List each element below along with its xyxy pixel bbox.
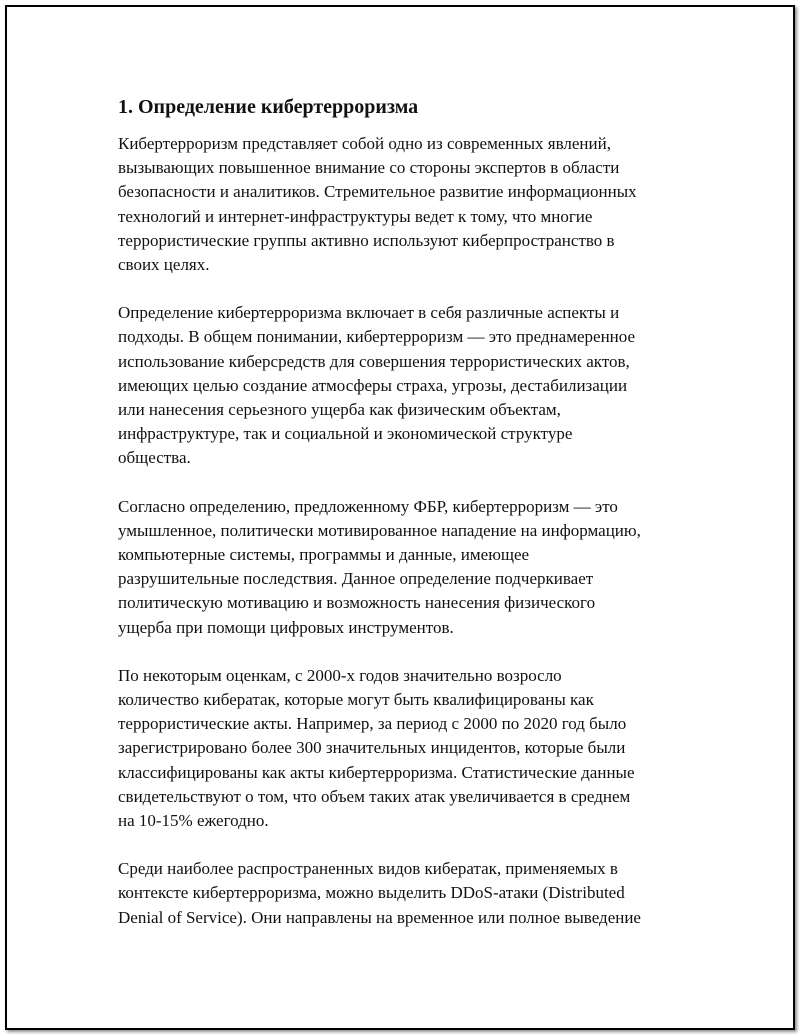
text-line: террористические группы активно используют киберпространство в (118, 230, 615, 250)
section-heading: 1. Определение кибертерроризма (118, 96, 419, 118)
text-line: подходы. В общем понимании, кибертерроризм — это преднамеренное (118, 327, 636, 347)
text-line: По некоторым оценкам, с 2000-х годов значительно возросло (118, 665, 562, 685)
text-line: общества. (118, 448, 191, 468)
text-line: или нанесения серьезного ущерба как физическим объектам, (118, 400, 561, 420)
text-line: технологий и интернет-инфраструктуры ведет к тому, что многие (118, 206, 593, 226)
paragraph-2 (118, 301, 698, 470)
paragraph-5 (118, 857, 698, 930)
text-line: вызывающих повышенное внимание со стороны экспертов в области (118, 158, 620, 178)
text-line: ущерба при помощи цифровых инструментов. (118, 617, 454, 637)
paragraph-3 (118, 495, 698, 640)
text-line: Среди наиболее распространенных видов кибератак, применяемых в (118, 859, 618, 879)
text-line: политическую мотивацию и возможность нанесения физического (118, 593, 596, 613)
text-line: террористические акты. Например, за период с 2000 по 2020 год было (118, 714, 627, 734)
text-line: компьютерные системы, программы и данные, имеющее (118, 545, 530, 565)
text-line: инфраструктуре, так и социальной и экономической структуре (118, 424, 573, 444)
text-line: безопасности и аналитиков. Стремительное развитие информационных (118, 182, 637, 202)
text-line: свидетельствуют о том, что объем таких атак увеличивается в среднем (118, 786, 631, 806)
text-line: Кибертерроризм представляет собой одно из современных явлений, (118, 134, 611, 153)
text-line: зарегистрировано более 300 значительных инцидентов, которые были (118, 738, 626, 758)
paragraph-1 (118, 132, 698, 277)
text-line: умышленное, политически мотивированное нападение на информацию, (118, 520, 641, 540)
text-line: своих целях. (118, 255, 210, 275)
document-body (118, 94, 698, 954)
text-line: классифицированы как акты кибертерроризма. Статистические данные (118, 762, 635, 782)
text-line: Определение кибертерроризма включает в себя различные аспекты и (118, 303, 620, 323)
paragraph-4 (118, 664, 698, 833)
text-line: на 10-15% ежегодно. (118, 811, 269, 831)
text-line: Согласно определению, предложенному ФБР, кибертерроризм — это (118, 496, 618, 516)
text-line: Denial of Service). Они направлены на временное или полное выведение (118, 907, 641, 927)
text-line: контексте кибертерроризма, можно выделить DDoS-атаки (Distributed (118, 883, 625, 903)
text-line: количество кибератак, которые могут быть квалифицированы как (118, 690, 594, 710)
text-line: имеющих целью создание атмосферы страха, угрозы, дестабилизации (118, 375, 628, 395)
text-line: разрушительные последствия. Данное определение подчеркивает (118, 569, 594, 589)
text-line: использование киберсредств для совершения террористических актов, (118, 351, 630, 371)
